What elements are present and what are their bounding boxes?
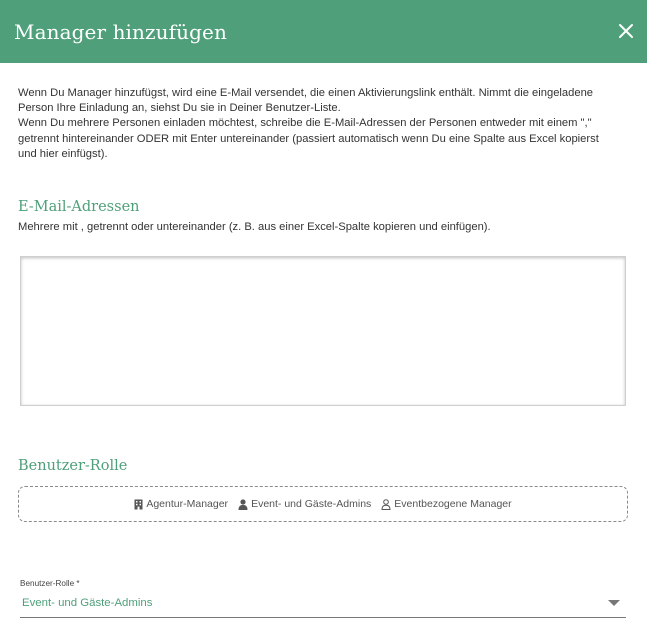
email-addresses-input[interactable] xyxy=(20,256,626,406)
email-section-title: E-Mail-Adressen xyxy=(18,199,140,215)
role-select[interactable] xyxy=(20,593,626,618)
dialog-header xyxy=(0,0,647,63)
role-option-label: Event- und Gäste-Admins xyxy=(251,498,372,510)
role-option-event-admins[interactable] xyxy=(238,498,371,510)
role-section-title: Benutzer-Rolle xyxy=(18,458,128,474)
role-option-eventbezogene-manager[interactable] xyxy=(381,498,511,510)
intro-text xyxy=(18,86,618,162)
role-option-label: Agentur-Manager xyxy=(146,498,229,510)
close-button[interactable] xyxy=(617,22,635,40)
role-option-agentur-manager[interactable] xyxy=(134,498,228,510)
intro-line-1: Wenn Du Manager hinzufügst, wird eine E-Mail versendet, die einen Aktivierungslink enthält. Nimmt die eingeladene Person Ihre Einladung an, siehst Du sie in Deiner Benutzer-Liste. xyxy=(18,87,594,115)
role-select-label: Benutzer-Rolle * xyxy=(20,579,80,588)
caret-down-icon xyxy=(608,600,620,607)
role-options-box xyxy=(18,486,628,522)
dialog-title: Manager hinzufügen xyxy=(14,19,227,44)
close-icon xyxy=(617,22,635,40)
user-filled-icon xyxy=(238,499,248,510)
building-icon xyxy=(134,499,143,510)
intro-line-2: Wenn Du mehrere Personen einladen möchtest, schreibe die E-Mail-Adressen der Personen entweder mit einem "," getrennt hintereinander ODER mit Enter untereinander (passiert automatisch wenn Du eine Spalte aus Excel kopierst und hier einfügst). xyxy=(18,117,599,160)
role-option-label: Eventbezogene Manager xyxy=(394,498,512,510)
email-hint: Mehrere mit , getrennt oder untereinander (z. B. aus einer Excel-Spalte kopieren und einfügen). xyxy=(18,221,491,233)
user-outline-icon xyxy=(381,499,391,510)
role-select-value: Event- und Gäste-Admins xyxy=(22,597,153,609)
